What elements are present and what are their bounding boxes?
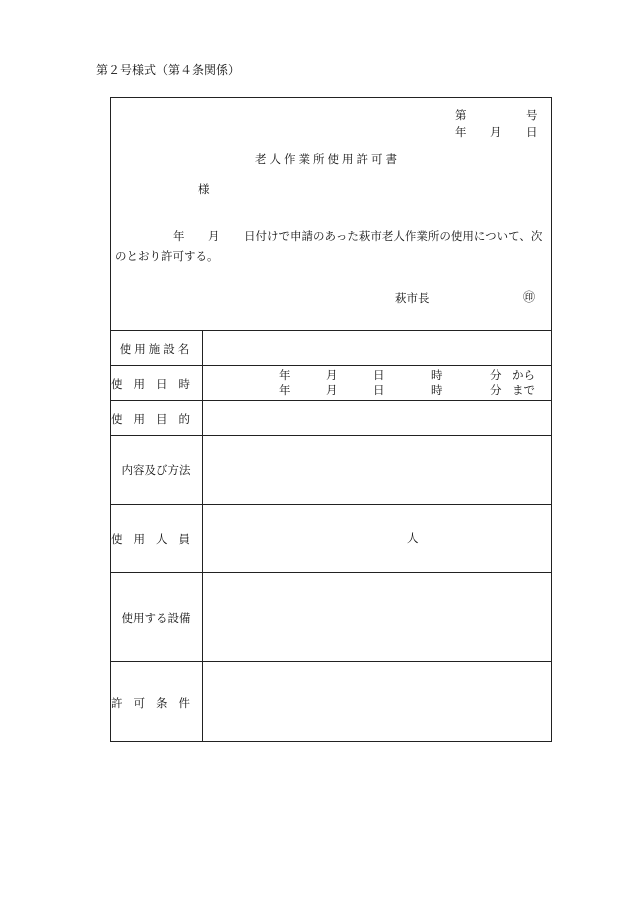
until-day: 日 [373, 383, 385, 397]
recipient-sama: 様 [198, 182, 210, 196]
date-month: 月 [490, 125, 502, 139]
label-equipment: 使用する設備 [121, 611, 191, 625]
from-month: 月 [326, 368, 338, 382]
document-title: 老人作業所使用許可書 [255, 152, 400, 166]
label-usage-datetime: 使用日時 [111, 377, 201, 391]
from-hour: 時 [431, 368, 443, 382]
from-minute: 分 [490, 368, 502, 382]
until-month: 月 [326, 383, 338, 397]
form-number: 第２号様式（第４条関係） [96, 63, 241, 77]
until-hour: 時 [431, 383, 443, 397]
issuer: 萩市長 [395, 291, 430, 305]
table-divider [110, 400, 552, 401]
label-content-method: 内容及び方法 [121, 463, 191, 477]
until-year: 年 [279, 383, 291, 397]
table-divider-top [110, 330, 552, 331]
table-divider [110, 504, 552, 505]
from-day: 日 [373, 368, 385, 382]
seal-mark: ㊞ [523, 290, 536, 304]
body-line-2: のとおり許可する。 [115, 249, 219, 263]
until-minute: 分 [490, 383, 502, 397]
table-divider [110, 572, 552, 573]
number-dai: 第 [455, 108, 467, 122]
table-divider [110, 365, 552, 366]
body-month: 月 [208, 229, 220, 243]
until-made: まで [512, 383, 535, 397]
body-year: 年 [173, 229, 185, 243]
table-divider [110, 661, 552, 662]
date-day: 日 [526, 125, 538, 139]
label-purpose: 使用目的 [111, 412, 201, 426]
from-year: 年 [279, 368, 291, 382]
body-line-1: 日付けで申請のあった萩市老人作業所の使用について、次 [244, 229, 543, 243]
persons-unit: 人 [407, 531, 419, 545]
from-kara: から [512, 368, 535, 382]
label-persons: 使用人員 [111, 532, 201, 546]
number-go: 号 [526, 108, 538, 122]
label-conditions: 許可条件 [111, 696, 201, 710]
label-column-divider [202, 330, 203, 742]
date-year: 年 [455, 125, 467, 139]
table-divider [110, 435, 552, 436]
label-facility-name: 使用施設名 [119, 342, 193, 356]
